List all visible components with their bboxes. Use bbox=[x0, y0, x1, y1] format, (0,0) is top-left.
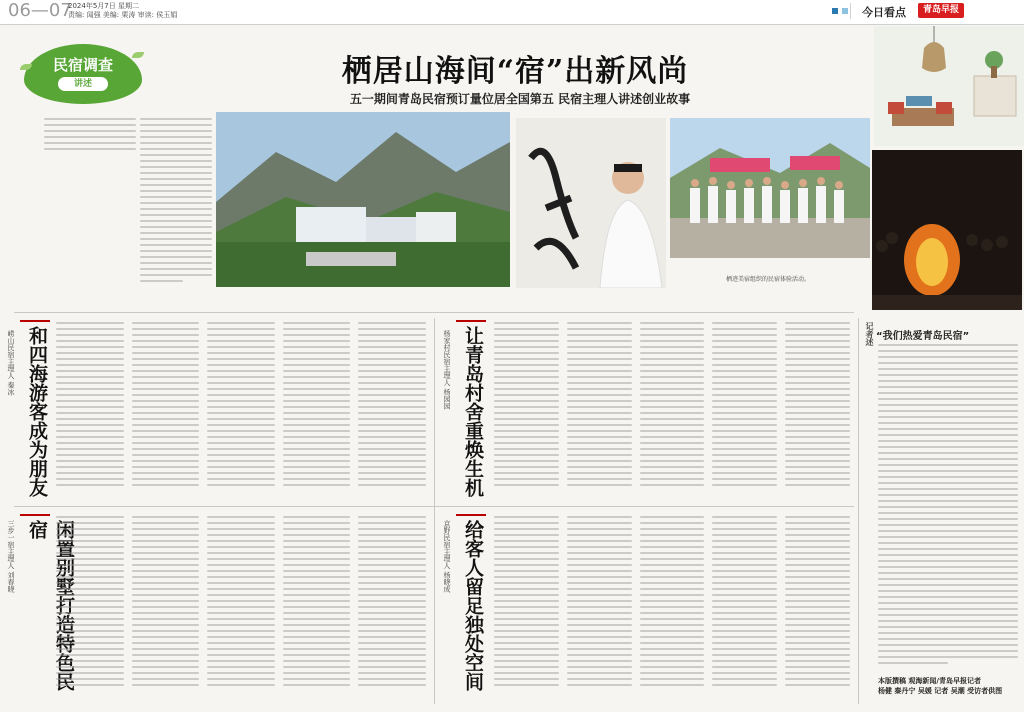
section-3-title-box bbox=[456, 320, 486, 500]
intro-text-lead bbox=[44, 118, 136, 158]
page-headline: 栖居山海间“宿”出新风尚 bbox=[341, 54, 689, 89]
today-highlights-label: 今日看点 bbox=[862, 6, 906, 19]
section-4-text bbox=[494, 516, 850, 704]
square-icon bbox=[832, 8, 838, 14]
section-1-title-box bbox=[20, 320, 50, 500]
section-4-title-box bbox=[456, 514, 486, 706]
village-photo bbox=[216, 112, 510, 287]
square-icon bbox=[842, 8, 848, 14]
section-1-text bbox=[56, 322, 426, 500]
section-1-title: 和四海游客成为朋友 bbox=[26, 326, 48, 497]
intro-text bbox=[140, 118, 212, 283]
byline-line-1: 本版撰稿 观海新闻/青岛早报记者 bbox=[878, 677, 981, 685]
editor-line: 责编: 闻强 美编: 栗涛 审读: 侯玉娟 bbox=[68, 11, 178, 19]
photo-caption: 栖迹美宿组织的民宿体验活动。 bbox=[726, 276, 811, 283]
byline bbox=[878, 676, 1022, 696]
section-3-caption: 杨家村民宿主理人 杨园园 bbox=[443, 330, 451, 410]
section-1-caption: 崂山民宿主理人 秦冰 bbox=[7, 330, 15, 396]
room-illustration bbox=[874, 26, 1024, 146]
sidebar-text bbox=[878, 344, 1018, 668]
group-event-photo bbox=[670, 118, 870, 258]
issue-date: 2024年5月7日 星期二 bbox=[68, 2, 139, 10]
header-divider bbox=[850, 3, 851, 19]
section-4-title: 给客人留足独处空间 bbox=[462, 520, 484, 691]
section-2-text bbox=[56, 516, 426, 704]
host-calligraphy-photo bbox=[516, 118, 666, 288]
column-divider bbox=[858, 318, 859, 704]
section-3-title: 让青岛村舍重焕生机 bbox=[462, 326, 484, 497]
sidebar-quote-title: “我们热爱青岛民宿” bbox=[876, 331, 970, 342]
section-4-caption: 京野民宿主理人 杨晓成 bbox=[443, 520, 451, 593]
section-divider bbox=[14, 312, 854, 313]
bonfire-photo bbox=[872, 150, 1022, 310]
column-badge bbox=[24, 44, 142, 114]
section-2-title-box bbox=[20, 514, 75, 706]
section-2-caption: 三步一宿主理人 刘春晓 bbox=[7, 520, 15, 593]
page-subheadline: 五一期间青岛民宿预订量位居全国第五 民宿主理人讲述创业故事 bbox=[349, 92, 691, 106]
issue-meta bbox=[68, 2, 177, 20]
byline-line-2: 杨健 秦丹宁 吴媛 记者 吴潮 受访者供图 bbox=[878, 687, 1003, 695]
brand-logo: 青岛早报 bbox=[918, 3, 964, 18]
column-badge-title: 民宿调查 bbox=[52, 56, 113, 74]
page-number: 06—07 bbox=[8, 0, 72, 21]
column-divider bbox=[434, 318, 435, 704]
section-2-title: 闲置别墅打造特色民宿 bbox=[26, 520, 75, 691]
column-badge-sub: 讲述 bbox=[58, 77, 108, 91]
sidebar-tag: 记者述 bbox=[865, 322, 874, 346]
section-3-text bbox=[494, 322, 850, 500]
